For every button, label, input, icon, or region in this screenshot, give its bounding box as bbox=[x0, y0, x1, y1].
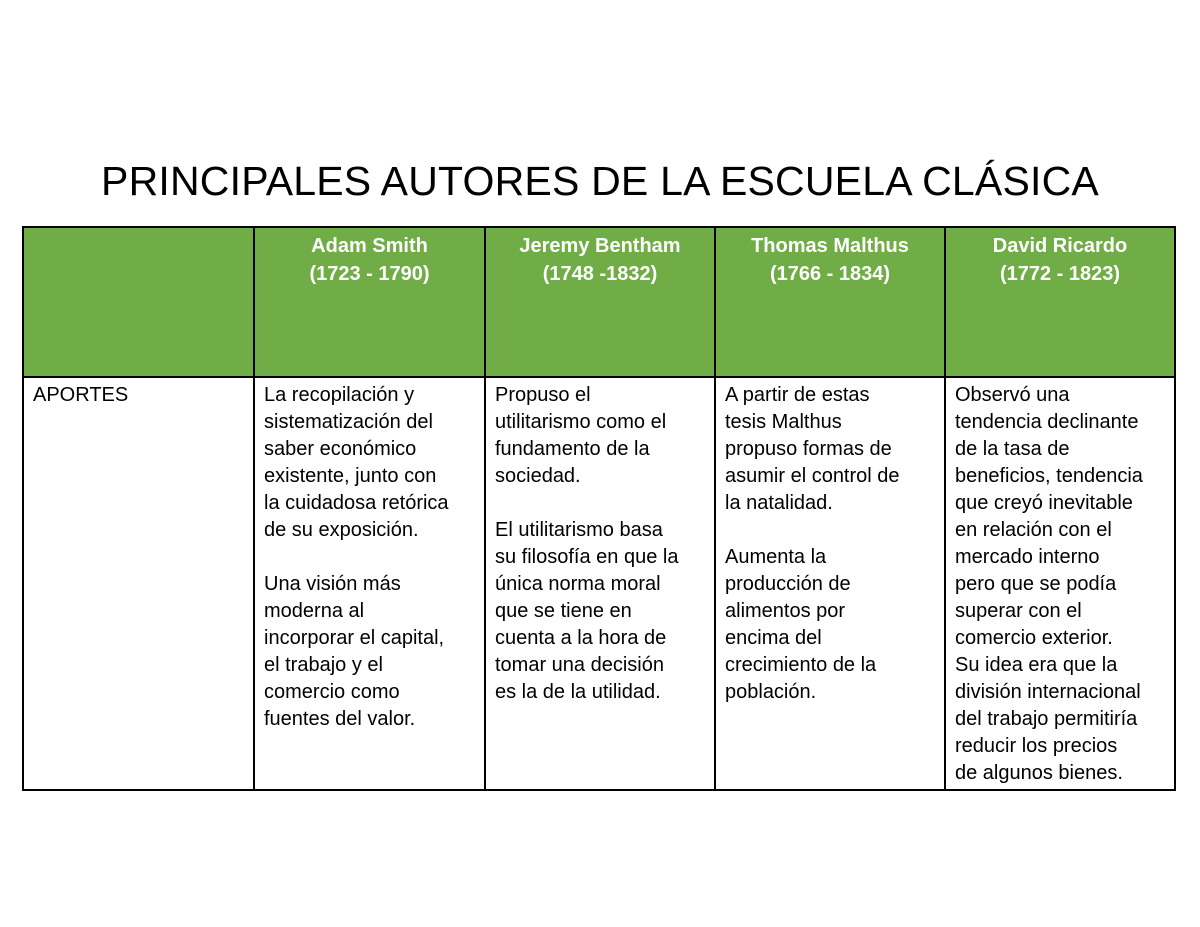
page-title: PRINCIPALES AUTORES DE LA ESCUELA CLÁSICA bbox=[101, 158, 1099, 204]
aportes-paragraph bbox=[264, 571, 476, 733]
text-line: cuenta a la hora de bbox=[495, 627, 667, 649]
text-line: pero que se podía bbox=[955, 573, 1117, 595]
aportes-paragraph bbox=[495, 382, 706, 490]
row-label-cell bbox=[23, 377, 254, 790]
text-line: mercado interno bbox=[955, 546, 1100, 568]
text-line: el trabajo y el bbox=[264, 654, 383, 676]
text-line: producción de bbox=[725, 573, 851, 595]
text-line: del trabajo permitiría bbox=[955, 708, 1138, 730]
text-line: que creyó inevitable bbox=[955, 492, 1133, 514]
text-line: de algunos bienes. bbox=[955, 762, 1123, 784]
text-line: población. bbox=[725, 681, 817, 703]
text-line: comercio como bbox=[264, 681, 400, 703]
text-line: su filosofía en que la bbox=[495, 546, 679, 568]
aportes-row bbox=[23, 377, 1175, 790]
text-line: Aumenta la bbox=[725, 546, 827, 568]
text-line: es la de la utilidad. bbox=[495, 681, 661, 703]
text-line: beneficios, tendencia bbox=[955, 465, 1143, 487]
aportes-cell bbox=[485, 377, 715, 790]
text-line: El utilitarismo basa bbox=[495, 519, 663, 541]
text-line: de su exposición. bbox=[264, 519, 419, 541]
text-line: reducir los precios bbox=[955, 735, 1118, 757]
author-header-cell bbox=[715, 227, 945, 377]
text-line: existente, junto con bbox=[264, 465, 437, 487]
text-line: encima del bbox=[725, 627, 822, 649]
row-label: APORTES bbox=[33, 384, 129, 406]
text-line: asumir el control de bbox=[725, 465, 900, 487]
author-name: David Ricardo bbox=[992, 235, 1128, 257]
authors-table bbox=[22, 226, 1176, 791]
header-row bbox=[23, 227, 1175, 377]
text-line: Observó una bbox=[955, 384, 1070, 406]
text-line: superar con el bbox=[955, 600, 1082, 622]
aportes-paragraph bbox=[264, 382, 476, 544]
text-line: fuentes del valor. bbox=[264, 708, 416, 730]
text-line: sociedad. bbox=[495, 465, 581, 487]
aportes-paragraph bbox=[725, 382, 936, 517]
text-line: crecimiento de la bbox=[725, 654, 877, 676]
text-line: Su idea era que la bbox=[955, 654, 1118, 676]
text-line: tendencia declinante bbox=[955, 411, 1139, 433]
author-name: Jeremy Bentham bbox=[519, 235, 681, 257]
text-line: A partir de estas bbox=[725, 384, 870, 406]
author-years: (1772 - 1823) bbox=[999, 263, 1121, 285]
text-line: saber económico bbox=[264, 438, 417, 460]
author-name: Thomas Malthus bbox=[751, 235, 909, 257]
text-line: división internacional bbox=[955, 681, 1141, 703]
text-line: comercio exterior. bbox=[955, 627, 1113, 649]
text-line: tomar una decisión bbox=[495, 654, 664, 676]
aportes-paragraph bbox=[955, 652, 1166, 787]
aportes-paragraph bbox=[725, 544, 936, 706]
aportes-cell bbox=[945, 377, 1175, 790]
text-line: fundamento de la bbox=[495, 438, 650, 460]
text-line: la cuidadosa retórica bbox=[264, 492, 449, 514]
text-line: de la tasa de bbox=[955, 438, 1070, 460]
text-line: utilitarismo como el bbox=[495, 411, 667, 433]
text-line: única norma moral bbox=[495, 573, 661, 595]
author-years: (1748 -1832) bbox=[542, 263, 658, 285]
text-line: que se tiene en bbox=[495, 600, 632, 622]
header-corner-cell bbox=[23, 227, 254, 377]
author-years: (1723 - 1790) bbox=[309, 263, 430, 285]
aportes-paragraph bbox=[495, 517, 706, 706]
author-header-cell bbox=[254, 227, 485, 377]
aportes-paragraph bbox=[955, 382, 1166, 652]
text-line: Propuso el bbox=[495, 384, 591, 406]
text-line: tesis Malthus bbox=[725, 411, 842, 433]
text-line: moderna al bbox=[264, 600, 365, 622]
author-years: (1766 - 1834) bbox=[769, 263, 891, 285]
author-header-cell bbox=[945, 227, 1175, 377]
text-line: propuso formas de bbox=[725, 438, 892, 460]
text-line: en relación con el bbox=[955, 519, 1112, 541]
text-line: alimentos por bbox=[725, 600, 846, 622]
text-line: incorporar el capital, bbox=[264, 627, 445, 649]
text-line: la natalidad. bbox=[725, 492, 833, 514]
text-line: Una visión más bbox=[264, 573, 401, 595]
author-header-cell bbox=[485, 227, 715, 377]
text-line: sistematización del bbox=[264, 411, 433, 433]
author-name: Adam Smith bbox=[311, 235, 428, 257]
text-line: La recopilación y bbox=[264, 384, 415, 406]
aportes-cell bbox=[715, 377, 945, 790]
aportes-cell bbox=[254, 377, 485, 790]
